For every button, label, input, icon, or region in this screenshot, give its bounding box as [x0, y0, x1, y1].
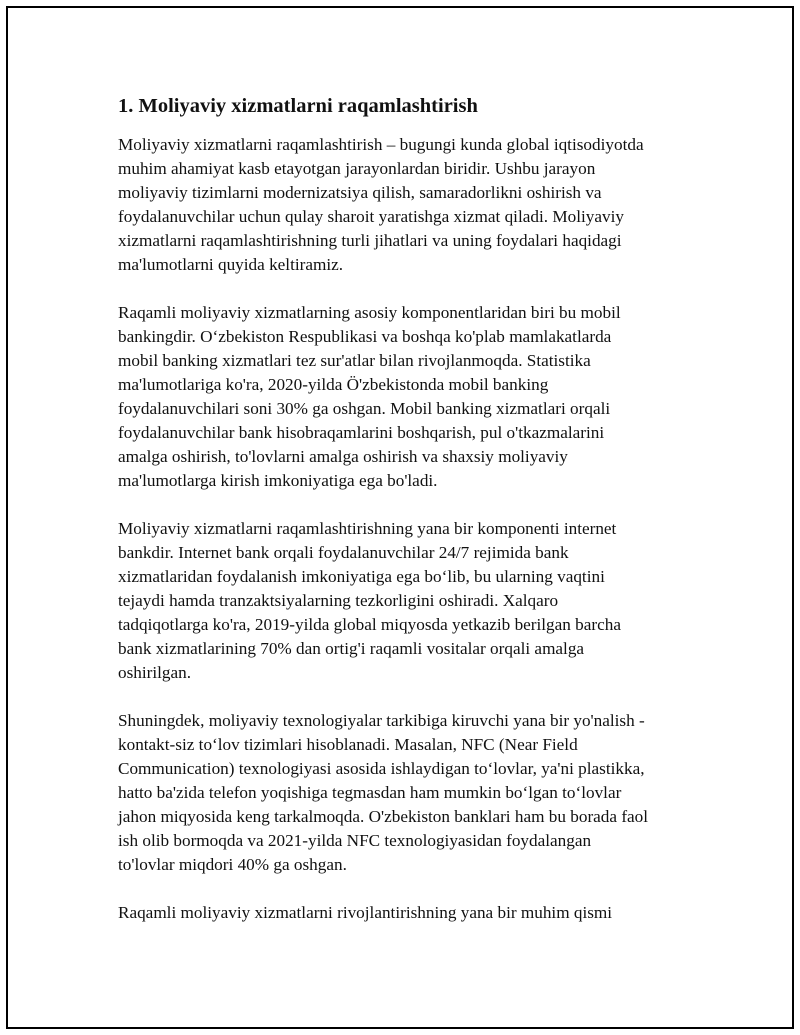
text-line: Raqamli moliyaviy xizmatlarning asosiy komponentlaridan biri bu mobil — [118, 303, 621, 322]
text-line: xizmatlarni raqamlashtirishning turli jihatlari va uning foydalari haqidagi — [118, 231, 622, 250]
text-line: Communication) texnologiyasi asosida ishlaydigan to‘lovlar, ya'ni plastikka, — [118, 759, 645, 778]
text-line: bankingdir. O‘zbekiston Respublikasi va boshqa ko'plab mamlakatlarda — [118, 327, 612, 346]
text-line: bankdir. Internet bank orqali foydalanuvchilar 24/7 rejimida bank — [118, 543, 569, 562]
text-line: oshirilgan. — [118, 663, 192, 682]
text-line: tadqiqotlarga ko'ra, 2019-yilda global miqyosda yetkazib berilgan barcha — [118, 615, 621, 634]
text-line: Moliyaviy xizmatlarni raqamlashtirishning yana bir komponenti internet — [118, 519, 617, 538]
text-line: foydalanuvchilar bank hisobraqamlarini boshqarish, pul o'tkazmalarini — [118, 423, 605, 442]
paragraph — [118, 709, 698, 877]
text-line: ma'lumotlarga kirish imkoniyatiga ega bo'ladi. — [118, 471, 438, 490]
text-line: ma'lumotlarni quyida keltiramiz. — [118, 255, 344, 274]
text-line: hatto ba'zida telefon yoqishiga tegmasdan ham mumkin bo‘lgan to‘lovlar — [118, 783, 622, 802]
paragraph — [118, 133, 698, 277]
text-line: amalga oshirish, to'lovlarni amalga oshirish va shaxsiy moliyaviy — [118, 447, 568, 466]
text-line: Shuningdek, moliyaviy texnologiyalar tarkibiga kiruvchi yana bir yo'nalish - — [118, 711, 645, 730]
text-line: tejaydi hamda tranzaktsiyalarning tezkorligini oshiradi. Xalqaro — [118, 591, 559, 610]
paragraph — [118, 301, 698, 493]
text-line: muhim ahamiyat kasb etayotgan jarayonlardan biridir. Ushbu jarayon — [118, 159, 596, 178]
text-line: moliyaviy tizimlarni modernizatsiya qilish, samaradorlikni oshirish va — [118, 183, 602, 202]
text-line: foydalanuvchilar uchun qulay sharoit yaratishga xizmat qiladi. Moliyaviy — [118, 207, 624, 226]
text-line: to'lovlar miqdori 40% ga oshgan. — [118, 855, 347, 874]
text-line: ish olib bormoqda va 2021-yilda NFC texnologiyasidan foydalangan — [118, 831, 592, 850]
paragraph-container — [118, 133, 698, 925]
text-line: kontakt-siz to‘lov tizimlari hisoblanadi. Masalan, NFC (Near Field — [118, 735, 578, 754]
paragraph — [118, 901, 698, 925]
section-heading: 1. Moliyaviy xizmatlarni raqamlashtirish — [118, 95, 478, 117]
text-line: bank xizmatlarining 70% dan ortig'i raqamli vositalar orqali amalga — [118, 639, 585, 658]
text-line: xizmatlaridan foydalanish imkoniyatiga ega bo‘lib, bu ularning vaqtini — [118, 567, 605, 586]
text-line: jahon miqyosida keng tarkalmoqda. O'zbekiston banklari ham bu borada faol — [118, 807, 649, 826]
text-line: Moliyaviy xizmatlarni raqamlashtirish – bugungi kunda global iqtisodiyotda — [118, 135, 644, 154]
document-body — [118, 92, 698, 949]
text-line: Raqamli moliyaviy xizmatlarni rivojlantirishning yana bir muhim qismi — [118, 903, 613, 922]
text-line: mobil banking xizmatlari tez sur'atlar bilan rivojlanmoqda. Statistika — [118, 351, 591, 370]
text-line: ma'lumotlariga ko'ra, 2020-yilda Ö'zbekistonda mobil banking — [118, 375, 549, 394]
paragraph — [118, 517, 698, 685]
text-line: foydalanuvchilari soni 30% ga oshgan. Mobil banking xizmatlari orqali — [118, 399, 611, 418]
